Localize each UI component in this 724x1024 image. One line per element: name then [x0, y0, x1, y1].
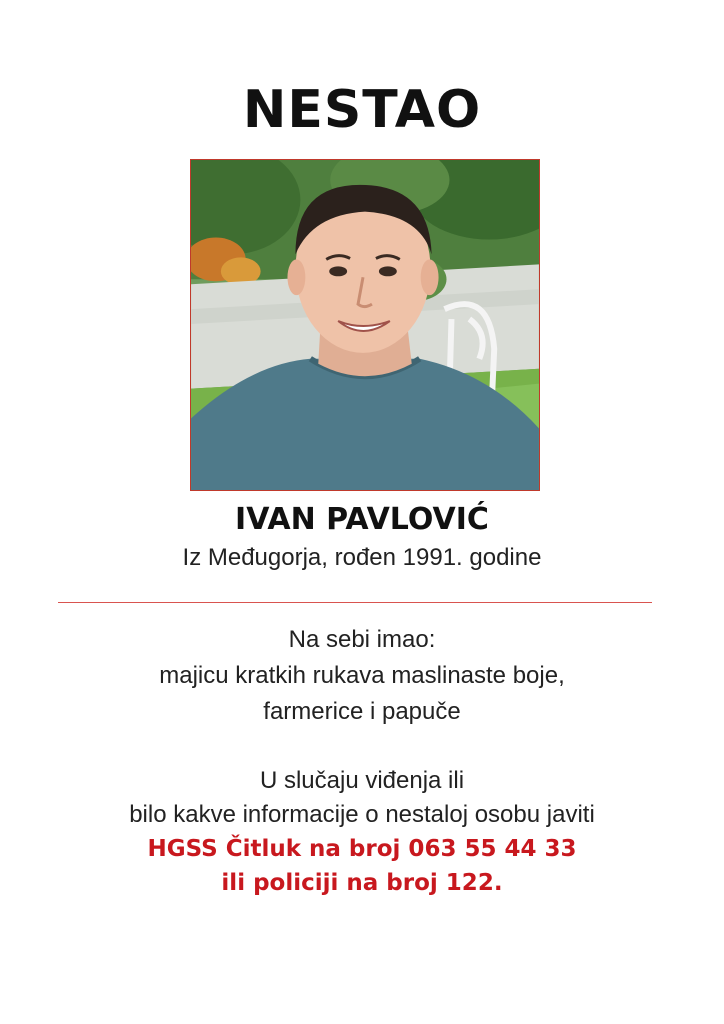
person-origin: Iz Međugorja, rođen 1991. godine — [182, 544, 542, 571]
police-phone: ili policiji na broj 122. — [221, 870, 503, 896]
person-photo — [190, 159, 540, 491]
clothing-description — [0, 622, 724, 730]
person-photo-illustration — [191, 160, 539, 490]
clothing-heading: Na sebi imao: — [288, 626, 436, 653]
clothing-line: farmerice i papuče — [263, 698, 461, 725]
clothing-line: majicu kratkih rukava maslinaste boje, — [159, 662, 565, 689]
person-name: IVAN PAVLOVIĆ — [235, 502, 489, 537]
hgss-phone: HGSS Čitluk na broj 063 55 44 33 — [147, 836, 577, 862]
contact-intro: U slučaju viđenja ili — [259, 767, 465, 794]
poster-headline: NESTAO — [242, 80, 482, 140]
contact-instruction: bilo kakve informacije o nestaloj osobu javiti — [129, 801, 595, 828]
contact-info — [0, 764, 724, 900]
section-divider — [58, 602, 652, 603]
